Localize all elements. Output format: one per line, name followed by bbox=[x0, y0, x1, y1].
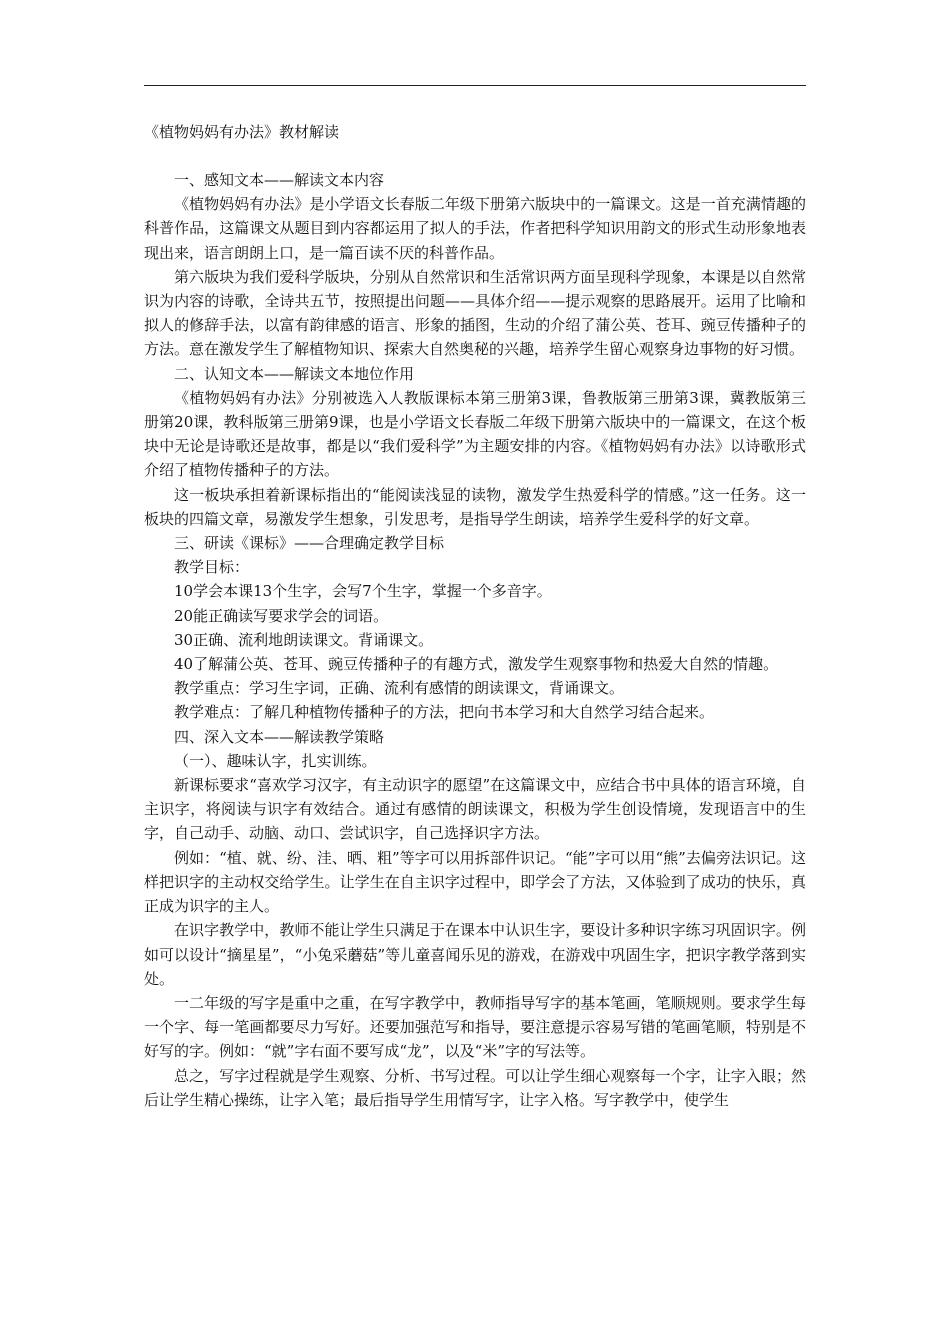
paragraph: 总之，写字过程就是学生观察、分析、书写过程。可以让学生细心观察每一个字，让字入眼；然后让学生精心操练，让字入笔；最后指导学生用情写字，让字入格。写字教学中，使学生 bbox=[144, 1066, 806, 1109]
section-heading: 一、感知文本——解读文本内容 bbox=[174, 171, 385, 189]
objective-item: 40了解蒲公英、苍耳、豌豆传播种子的有趣方式，激发学生观察事物和热爱大自然的情趣。 bbox=[174, 655, 779, 674]
paragraph: 《植物妈妈有办法》是小学语文长春版二年级下册第六版块中的一篇课文。这是一首充满情趣的科普作品，这篇课文从题目到内容都运用了拟人的手法，作者把科学知识用韵文的形式生动形象地表现出来，语言朗朗上口，是一篇百读不厌的科普作品。 bbox=[144, 195, 806, 262]
section-heading: 四、深入文本——解读教学策略 bbox=[174, 727, 385, 746]
paragraph: 新课标要求“喜欢学习汉字，有主动识字的愿望”在这篇课文中，应结合书中具体的语言环境，自主识字，将阅读与识字有效结合。通过有感情的朗读课文，积极为学生创设情境，发现语言中的生字，自己动手、动脑、动口、尝试识字，自己选择识字方法。 bbox=[144, 776, 806, 843]
paragraph: 在识字教学中，教师不能让学生只满足于在课本中认识生字，要设计多种识字练习巩固识字。例如可以设计“摘星星”，“小兔采蘑菇”等儿童喜闻乐见的游戏，在游戏中巩固生字，把识字教学落到实处。 bbox=[144, 921, 806, 988]
objective-item: 30正确、流利地朗读课文。背诵课文。 bbox=[174, 630, 434, 649]
section-heading: 三、研读《课标》——合理确定教学目标 bbox=[174, 534, 445, 553]
objective-item: 10学会本课13个生字，会写7个生字，掌握一个多音字。 bbox=[174, 582, 552, 601]
document-title: 《植物妈妈有办法》教材解读 bbox=[144, 123, 340, 141]
objective-item: 20能正确读写要求学会的词语。 bbox=[174, 606, 389, 625]
subsection-heading: （一）、趣味认字，扎实训练。 bbox=[174, 751, 377, 770]
paragraph: 例如：“植、就、纷、洼、晒、粗”等字可以用拆部件识记。“能”字可以用“熊”去偏旁法识记。这样把识字的主动权交给学生。让学生在自主识字过程中，即学会了方法，又体验到了成功的快乐，真正成为识字的主人。 bbox=[144, 848, 806, 916]
header-rule bbox=[144, 85, 806, 86]
teaching-difficulty: 教学难点：了解几种植物传播种子的方法，把向书本学习和大自然学习结合起来。 bbox=[174, 703, 715, 722]
document-body bbox=[144, 120, 806, 1112]
paragraph: 一二年级的写字是重中之重，在写字教学中，教师指导写字的基本笔画，笔顺规则。要求学生每一个字、每一笔画都要尽力写好。还要加强范写和指导，要注意提示容易写错的笔画笔顺，特别是不好写的字。例如：“就”字右面不要写成“龙”，以及“米”字的写法等。 bbox=[144, 993, 806, 1061]
objectives-label: 教学目标： bbox=[174, 558, 250, 577]
paragraph: 这一板块承担着新课标指出的“能阅读浅显的读物，激发学生热爱科学的情感。”这一任务。这一板块的四篇文章，易激发学生想象，引发思考，是指导学生朗读，培养学生爱科学的好文章。 bbox=[144, 485, 806, 528]
paragraph: 第六版块为我们爱科学版块，分别从自然常识和生活常识两方面呈现科学现象，本课是以自然常识为内容的诗歌，全诗共五节，按照提出问题——具体介绍——提示观察的思路展开。运用了比喻和拟人的修辞手法，以富有韵律感的语言、形象的插图，生动的介绍了蒲公英、苍耳、豌豆传播种子的方法。意在激发学生了解植物知识、探索大自然奥秘的兴趣，培养学生留心观察身边事物的好习惯。 bbox=[144, 267, 806, 359]
section-heading: 二、认知文本——解读文本地位作用 bbox=[174, 364, 415, 383]
teaching-focus: 教学重点：学习生字词，正确、流利有感情的朗读课文，背诵课文。 bbox=[174, 679, 625, 698]
paragraph: 《植物妈妈有办法》分别被选入人教版课标本第三册第3课，鲁教版第三册第3课，冀教版第三册第20课，教科版第三册第9课，也是小学语文长春版二年级下册第六版块中的一篇课文，在这个板块中无论是诗歌还是故事，都是以“我们爱科学”为主题安排的内容。《植物妈妈有办法》以诗歌形式介绍了植物传播种子的方法。 bbox=[144, 388, 806, 480]
